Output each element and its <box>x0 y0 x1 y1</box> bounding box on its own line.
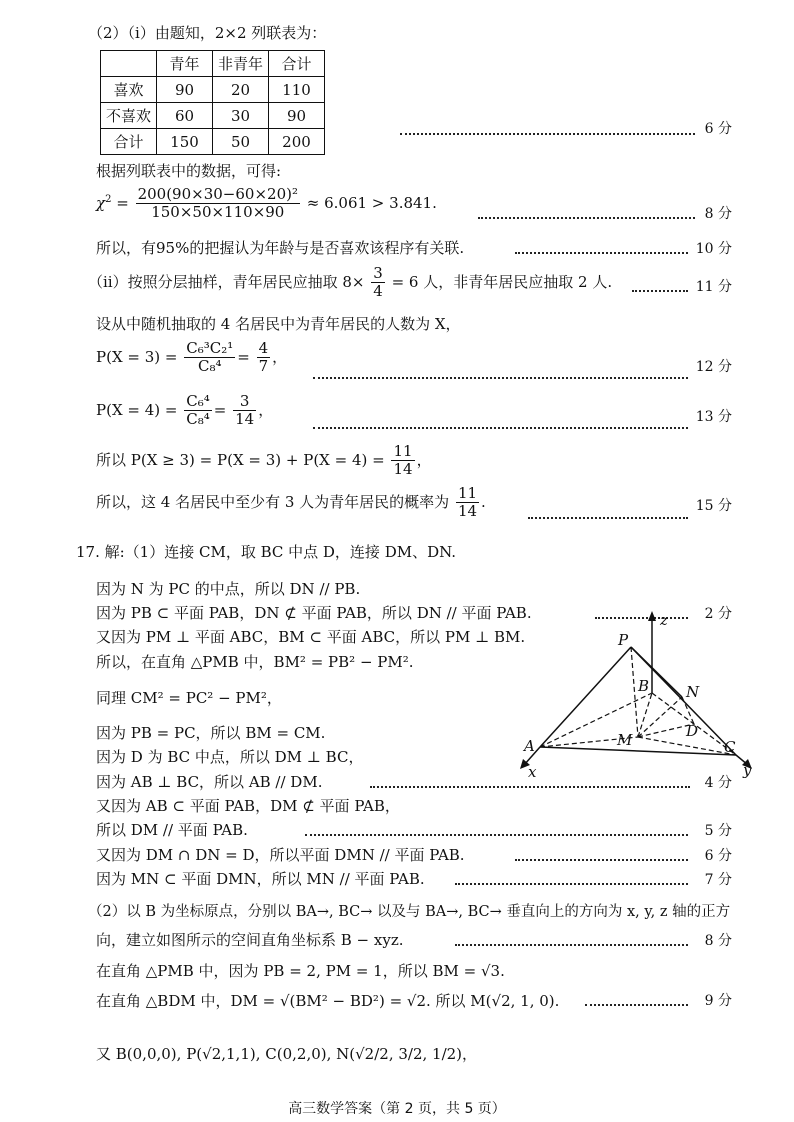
q17-line: 因为 MN ⊂ 平面 DMN，所以 MN // 平面 PAB. <box>96 870 425 888</box>
score-label: 2 分 <box>704 606 732 622</box>
score-label: 7 分 <box>704 872 732 888</box>
score-label: 8 分 <box>704 933 732 949</box>
fraction-denominator: C₈⁴ <box>198 357 222 376</box>
chi-denominator: 150×50×110×90 <box>151 203 285 222</box>
fraction-numerator: C₆⁴ <box>186 392 210 410</box>
fraction-numerator: 3 <box>373 264 383 282</box>
table-cell: 不喜欢 <box>101 103 157 129</box>
table-cell: 60 <box>157 103 213 129</box>
q17-line: 因为 PB ⊂ 平面 PAB，DN ⊄ 平面 PAB，所以 DN // 平面 PAB. <box>96 604 532 622</box>
q17-line: 又因为 PM ⊥ 平面 ABC，BM ⊂ 平面 ABC，所以 PM ⊥ BM. <box>96 628 526 646</box>
score-label: 9 分 <box>704 993 732 1009</box>
q17-line: （2）以 B 为坐标原点，分别以 BA→, BC→ 以及与 BA→, BC→ 垂直向上的方向为 x, y, z 轴的正方 <box>88 904 731 920</box>
q17-line: 因为 PB = PC，所以 BM = CM. <box>96 724 326 742</box>
fraction-denominator: 14 <box>457 502 478 521</box>
dot-leader <box>455 944 688 946</box>
dot-leader <box>515 252 688 254</box>
dot-leader <box>313 427 688 429</box>
dot-leader <box>455 883 688 885</box>
fraction-numerator: C₆³C₂¹ <box>186 339 234 357</box>
score-label: 6 分 <box>704 121 732 137</box>
formula-lhs: P(X = 3) = <box>96 347 178 366</box>
table-cell: 50 <box>213 129 269 155</box>
score-label: 12 分 <box>695 359 732 375</box>
edge-ab <box>540 693 652 747</box>
tetrahedron-figure <box>510 605 765 785</box>
table-row <box>101 77 325 103</box>
q17-line: 所以 DM // 平面 PAB. <box>96 821 248 839</box>
dot-leader <box>585 1004 688 1006</box>
edge-pm <box>631 647 638 737</box>
chi-numerator: 200(90×30−60×20)² <box>137 185 298 203</box>
table-row <box>101 103 325 129</box>
score-label: 5 分 <box>704 823 732 839</box>
table-header-row <box>101 51 325 77</box>
page-footer: 高三数学答案（第 2 页，共 5 页） <box>288 1101 506 1117</box>
p-sum-formula: 所以 P(X ≥ 3) = P(X = 3) + P(X = 4) = $\frac{11}{14}$ ， <box>96 442 432 479</box>
q17-line: 因为 N 为 PC 的中点，所以 DN // PB. <box>96 580 361 598</box>
dot-leader <box>515 859 688 861</box>
table-cell: 喜欢 <box>101 77 157 103</box>
table-cell: 150 <box>157 129 213 155</box>
q17-line: 因为 D 为 BC 中点，所以 DM ⊥ BC， <box>96 748 364 766</box>
fraction-numerator: 11 <box>393 442 413 460</box>
p-x3-formula: P(X = 3) = $\frac{\text{C₆³C₂¹}}{\text{C₈⁴}}$ = $\frac{4}{7}$ ， <box>96 339 288 376</box>
let-x-text: 设从中随机抽取的 4 名居民中为青年居民的人数为 X， <box>96 315 461 333</box>
label-d: D <box>686 722 699 740</box>
label-c: C <box>724 738 736 756</box>
part2-intro: （2）（ⅰ）由题知，2×2 列联表为： <box>88 24 327 42</box>
q17-line: 所以，在直角 △PMB 中，BM² = PB² − PM². <box>96 653 414 671</box>
chi-square-formula: $\chi^2$ = $\frac{\text{200(90×30−60×20)²}}{150\times 50\times 110\times 90}$ ≈ 6.061 > 3.841. <box>96 185 437 222</box>
score-label: 15 分 <box>695 498 732 514</box>
table-row <box>101 129 325 155</box>
table-cell: 110 <box>269 77 325 103</box>
q17-line: 在直角 △PMB 中，因为 PB = 2, PM = 1，所以 BM = √3. <box>96 962 505 980</box>
dot-leader <box>400 133 695 135</box>
table-cell: 非青年 <box>213 51 269 77</box>
fraction-numerator: 3 <box>233 393 256 411</box>
q17-line: 向，建立如图所示的空间直角坐标系 B − xyz. <box>96 931 404 949</box>
part-ii-text: = 6 人，非青年居民应抽取 2 人. <box>391 272 613 291</box>
fraction-denominator: 7 <box>258 357 269 376</box>
contingency-table <box>100 50 325 155</box>
q17-line: 同理 CM² = PC² − PM²， <box>96 689 282 707</box>
table-cell: 90 <box>157 77 213 103</box>
dot-leader <box>528 517 688 519</box>
dot-leader <box>313 377 688 379</box>
dot-leader <box>305 834 688 836</box>
score-label: 4 分 <box>704 775 732 791</box>
table-cell: 合计 <box>269 51 325 77</box>
fraction-numerator: 4 <box>258 339 269 357</box>
table-cell: 青年 <box>157 51 213 77</box>
table-cell: 合计 <box>101 129 157 155</box>
dot-leader <box>632 290 688 292</box>
q17-line: 又 B(0,0,0), P(√2,1,1), C(0,2,0), N(√2/2, 3/2, 1/2)， <box>96 1045 478 1063</box>
calc-intro: 根据列联表中的数据，可得: <box>96 162 282 180</box>
score-label: 6 分 <box>704 848 732 864</box>
q17-line: 又因为 AB ⊂ 平面 PAB，DM ⊄ 平面 PAB， <box>96 797 400 815</box>
table-cell <box>101 51 157 77</box>
label-n: N <box>686 683 700 701</box>
label-y: y <box>743 761 752 779</box>
score-label: 8 分 <box>704 206 732 222</box>
fraction-denominator: 14 <box>393 460 413 479</box>
label-m: M <box>617 731 633 749</box>
q17-line: 因为 AB ⊥ BC，所以 AB // DM. <box>96 773 323 791</box>
fraction-denominator: C₈⁴ <box>186 410 210 429</box>
table-cell: 30 <box>213 103 269 129</box>
conclusion-text: 所以，有95%的把握认为年龄与是否喜欢该程序有关联. <box>96 239 465 257</box>
label-p: P <box>618 631 629 649</box>
z-arrow <box>648 611 656 621</box>
q17-line: 17. 解:（1）连接 CM，取 BC 中点 D，连接 DM、DN. <box>76 543 457 561</box>
chi-result: ≈ 6.061 > 3.841. <box>306 193 437 212</box>
formula-lhs: 所以 P(X ≥ 3) = P(X = 3) + P(X = 4) = <box>96 450 385 469</box>
final-text: 所以，这 4 名居民中至少有 3 人为青年居民的概率为 <box>96 492 450 511</box>
label-a: A <box>524 737 535 755</box>
score-label: 11 分 <box>695 279 732 295</box>
fraction-numerator: 11 <box>457 484 478 502</box>
label-b: B <box>638 677 650 695</box>
q17-line: 又因为 DM ∩ DN = D，所以平面 DMN // 平面 PAB. <box>96 846 465 864</box>
score-label: 13 分 <box>695 409 732 425</box>
final-probability: 所以，这 4 名居民中至少有 3 人为青年居民的概率为 $\frac{11}{14}$ . <box>96 484 486 521</box>
dot-leader <box>478 217 695 219</box>
score-label: 10 分 <box>695 241 732 257</box>
table-cell: 200 <box>269 129 325 155</box>
formula-lhs: P(X = 4) = <box>96 400 178 419</box>
q17-line: 在直角 △BDM 中，DM = √(BM² − BD²) = √2. 所以 M(√2, 1, 0). <box>96 992 560 1010</box>
p-x4-formula: P(X = 4) = $\frac{\text{C₆⁴}}{\text{C₈⁴}}$ = $\frac{3}{14}$ ， <box>96 392 274 429</box>
edge-ac <box>540 747 736 755</box>
table-cell: 20 <box>213 77 269 103</box>
part-ii-sampling <box>88 265 612 301</box>
table-cell: 90 <box>269 103 325 129</box>
dot-leader <box>370 786 690 788</box>
fraction-denominator: 4 <box>373 282 383 301</box>
edge-mn <box>638 697 682 737</box>
label-x: x <box>528 763 537 781</box>
fraction-denominator: 14 <box>235 410 255 429</box>
part-ii-text: （ⅱ）按照分层抽样，青年居民应抽取 8× <box>88 272 365 291</box>
label-z: z <box>660 611 668 629</box>
